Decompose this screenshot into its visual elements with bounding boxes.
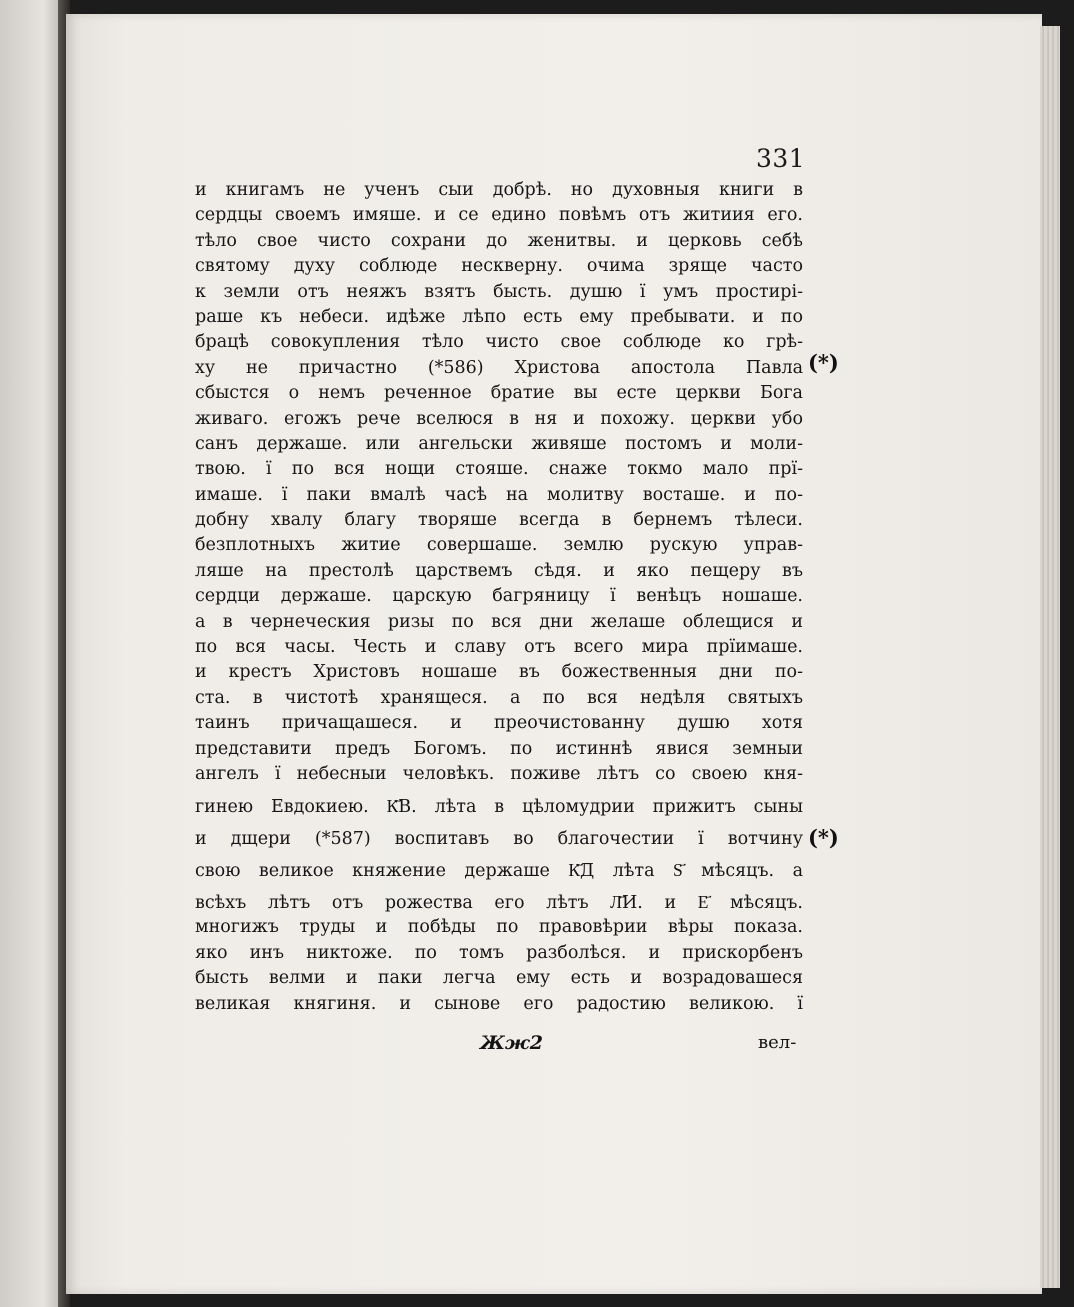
- text-line: к земли отъ неяжъ взятъ бысть. душю ї умъ простирі-: [195, 281, 803, 302]
- catchword: вел-: [758, 1032, 797, 1053]
- text-line: свою великое княжение держаше К҃Д лѣта Ѕ҃ мѣсяцъ. а: [195, 861, 803, 882]
- text-line: ляше на престолѣ царствемъ сѣдя. и яко пещеру въ: [195, 560, 803, 581]
- left-page-edge: [0, 0, 62, 1307]
- text-line: имаше. ї паки вмалѣ часѣ на молитву восташе. и по-: [195, 484, 803, 505]
- signature-mark: Жж2: [480, 1032, 543, 1054]
- text-line: по вся часы. Честь и славу отъ всего мира прїимаше.: [195, 637, 803, 658]
- text-line: таинъ причащашеся. и преочистованну душю хотя: [195, 713, 803, 734]
- text-line: твою. ї по вся нощи стояше. снаже токмо мало прї-: [195, 459, 803, 480]
- text-line: сердци держаше. царскую багряницу ї венѣцъ ношаше.: [195, 586, 803, 607]
- text-line: добну хвалу благу творяше всегда в бернемъ тѣлеси.: [195, 510, 803, 531]
- text-line: яко инъ никтоже. по томъ разболѣся. и прискорбенъ: [195, 942, 803, 963]
- text-line: сердцы своемъ имяше. и се едино повѣмъ отъ житиия его.: [195, 205, 803, 226]
- text-line: всѣхъ лѣтъ отъ рожества его лѣтъ Л҃И. и Е҃ мѣсяцъ.: [195, 893, 803, 914]
- footnote-marker: (*): [808, 350, 839, 375]
- text-line: гинею Евдокиею. К҃В. лѣта в цѣломудрии прижитъ сыны: [195, 797, 803, 818]
- text-line: многижъ труды и побѣды по правовѣрии вѣры показа.: [195, 917, 803, 938]
- text-line: и книгамъ не ученъ сыи добрѣ. но духовныя книги в: [195, 180, 803, 200]
- text-line: тѣло свое чисто сохрани до женитвы. и церковь себѣ: [195, 230, 803, 251]
- text-line: живаго. егожъ рече вселюся в ня и похожу. церкви убо: [195, 408, 803, 429]
- text-line: бысть велми и паки легча ему есть и возрадовашеся: [195, 968, 803, 989]
- text-line: представити предъ Богомъ. по истиннѣ явися земныи: [195, 738, 803, 759]
- text-line: ста. в чистотѣ хранящеся. а по вся недѣля святыхъ: [195, 687, 803, 708]
- text-line: безплотныхъ житие совершаше. землю рускую управ-: [195, 535, 803, 556]
- footnote-marker: (*): [808, 825, 839, 850]
- text-line: великая княгиня. и сынове его радостию великою. ї: [195, 993, 803, 1014]
- text-line: и крестъ Христовъ ношаше въ божественныя дни по-: [195, 662, 803, 683]
- text-line: ху не причастно (*586) Христова апостола Павла: [195, 357, 803, 378]
- text-line: раше къ небеси. идѣже лѣпо есть ему пребывати. и по: [195, 306, 803, 327]
- text-line: брацѣ совокупления тѣло чисто свое соблюде ко грѣ-: [195, 332, 803, 353]
- text-line: и дщери (*587) воспитавъ во благочестии ї вотчину: [195, 829, 803, 850]
- text-line: санъ держаше. или ангельски живяше постомъ и моли-: [195, 433, 803, 454]
- page-stack-edge: [1040, 26, 1060, 1288]
- body-text: [195, 178, 803, 1017]
- text-line: ангелъ ї небесныи человѣкъ. поживе лѣтъ со своею кня-: [195, 763, 803, 784]
- page-number: 331: [756, 144, 806, 173]
- text-line: а в чернеческия ризы по вся дни желаше облещися и: [195, 611, 803, 632]
- text-line: сбыстся о немъ реченное братие вы есте церкви Бога: [195, 383, 803, 404]
- text-line: святому духу соблюде нескверну. очима зряще часто: [195, 256, 803, 277]
